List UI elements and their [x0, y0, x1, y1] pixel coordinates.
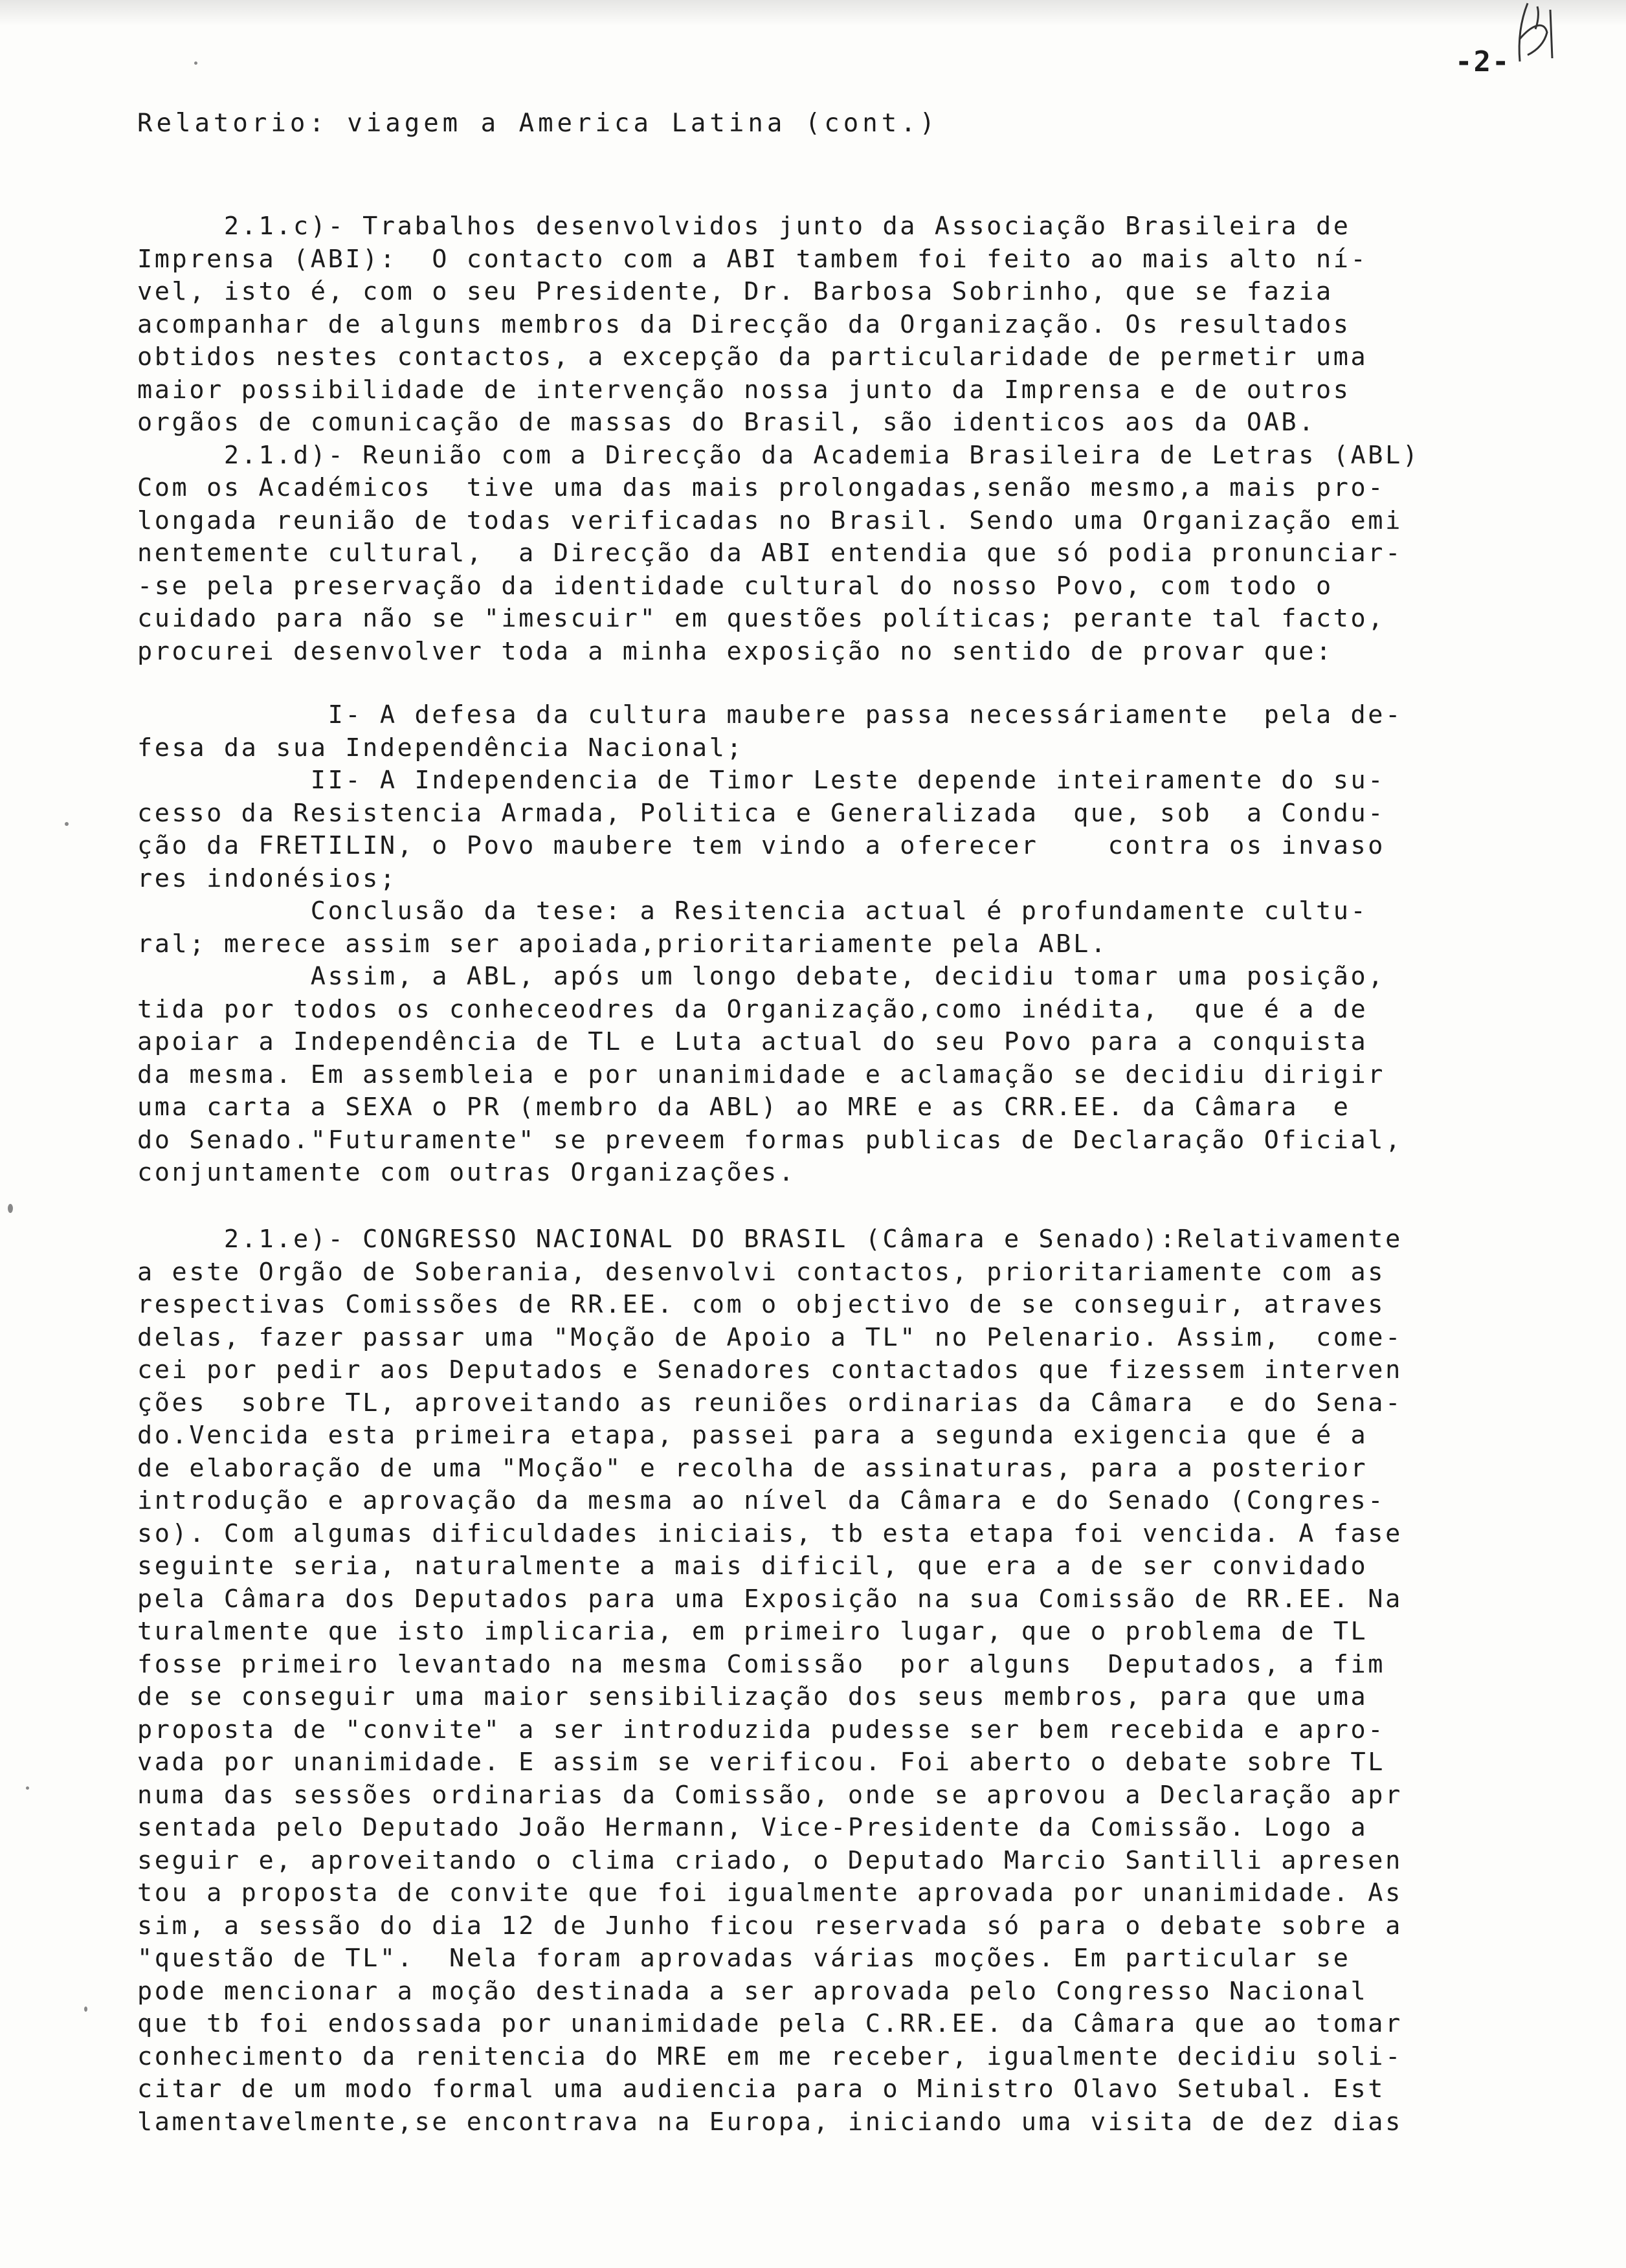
text-line: de elaboração de uma "Moção" e recolha de assinaturas, para a posterior [137, 1453, 1368, 1483]
scan-speck [8, 1204, 13, 1213]
text-line: seguinte seria, naturalmente a mais dificil, que era a de ser convidado [137, 1551, 1368, 1581]
text-line: cuidado para não se "imescuir" em questões políticas; perante tal facto, [137, 604, 1386, 633]
text-line: proposta de "convite" a ser introduzida pudesse ser bem recebida e apro- [137, 1715, 1386, 1744]
text-line: citar de um modo formal uma audiencia para o Ministro Olavo Setubal. Est [137, 2074, 1386, 2104]
text-line: turalmente que isto implicaria, em primeiro lugar, que o problema de TL [137, 1617, 1368, 1646]
text-line: pode mencionar a moção destinada a ser aprovada pelo Congresso Nacional [137, 1976, 1368, 2006]
text-line: 2.1.e)- CONGRESSO NACIONAL DO BRASIL (Câmara e Senado):Relativamente [137, 1225, 1403, 1254]
text-line: sim, a sessão do dia 12 de Junho ficou reservada só para o debate sobre a [137, 1911, 1403, 1940]
scan-speck [26, 1786, 29, 1790]
text-line: I- A defesa da cultura maubere passa necessáriamente pela de- [137, 700, 1403, 729]
text-line: uma carta a SEXA o PR (membro da ABL) ao MRE e as CRR.EE. da Câmara e [137, 1093, 1351, 1122]
text-line: Imprensa (ABI): O contacto com a ABI tambem foi feito ao mais alto ní- [137, 244, 1368, 274]
text-line: longada reunião de todas verificadas no Brasil. Sendo uma Organização emi [137, 506, 1403, 535]
text-line: numa das sessões ordinarias da Comissão, onde se aprovou a Declaração apr [137, 1780, 1403, 1810]
text-line: delas, fazer passar uma "Moção de Apoio a TL" no Pelenario. Assim, come- [137, 1322, 1403, 1352]
page-number: -2- [1455, 45, 1511, 78]
text-line: so). Com algumas dificuldades iniciais, tb esta etapa foi vencida. A fase [137, 1518, 1403, 1548]
section-abi-abl [137, 210, 1420, 668]
text-line: 2.1.c)- Trabalhos desenvolvidos junto da Associação Brasileira de [137, 212, 1351, 241]
text-line: fesa da sua Independência Nacional; [137, 733, 744, 762]
text-line: vel, isto é, com o seu Presidente, Dr. Barbosa Sobrinho, que se fazia [137, 277, 1333, 306]
text-line: nentemente cultural, a Direcção da ABI entendia que só podia pronunciar- [137, 539, 1403, 568]
text-line: seguir e, aproveitando o clima criado, o Deputado Marcio Santilli apresen [137, 1845, 1403, 1875]
text-line: fosse primeiro levantado na mesma Comissão por alguns Deputados, a fim [137, 1649, 1386, 1679]
scan-speck [84, 2007, 87, 2012]
scan-edge-noise [0, 0, 1626, 26]
text-line: da mesma. Em assembleia e por unanimidade e aclamação se decidiu dirigir [137, 1060, 1386, 1089]
text-line: 2.1.d)- Reunião com a Direcção da Academia Brasileira de Letras (ABL) [137, 440, 1420, 470]
scan-speck [194, 61, 197, 65]
text-line: orgãos de comunicação de massas do Brasil, são identicos aos da OAB. [137, 408, 1316, 437]
text-line: cesso da Resistencia Armada, Politica e Generalizada que, sob a Condu- [137, 798, 1386, 828]
text-line: -se pela preservação da identidade cultural do nosso Povo, com todo o [137, 571, 1333, 601]
text-line: ções sobre TL, aproveitando as reuniões ordinarias da Câmara e do Sena- [137, 1388, 1403, 1418]
text-line: sentada pelo Deputado João Hermann, Vice-Presidente da Comissão. Logo a [137, 1813, 1368, 1842]
text-line: Com os Académicos tive uma das mais prolongadas,senão mesmo,a mais pro- [137, 473, 1386, 502]
text-line: que tb foi endossada por unanimidade pela C.RR.EE. da Câmara que ao tomar [137, 2009, 1403, 2038]
text-line: res indonésios; [137, 863, 397, 893]
text-line: tou a proposta de convite que foi igualmente aprovada por unanimidade. As [137, 1878, 1403, 1907]
text-line: do Senado."Futuramente" se preveem formas publicas de Declaração Oficial, [137, 1125, 1403, 1155]
text-line: apoiar a Independência de TL e Luta actual do seu Povo para a conquista [137, 1027, 1368, 1056]
text-line: conhecimento da renitencia do MRE em me receber, igualmente decidiu soli- [137, 2041, 1403, 2071]
text-line: acompanhar de alguns membros da Direcção da Organização. Os resultados [137, 309, 1351, 339]
text-line: lamentavelmente,se encontrava na Europa, iniciando uma visita de dez dias [137, 2107, 1403, 2137]
scan-speck [65, 822, 69, 826]
text-line: procurei desenvolver toda a minha exposição no sentido de provar que: [137, 636, 1333, 666]
text-line: obtidos nestes contactos, a excepção da particularidade de permetir uma [137, 342, 1368, 372]
text-line: do.Vencida esta primeira etapa, passei para a segunda exigencia que é a [137, 1421, 1368, 1450]
text-line: ral; merece assim ser apoiada,prioritariamente pela ABL. [137, 929, 1108, 959]
section-thesis-points [137, 699, 1403, 1190]
text-line: de se conseguir uma maior sensibilização dos seus membros, para que uma [137, 1682, 1368, 1711]
text-line: ção da FRETILIN, o Povo maubere tem vindo a oferecer contra os invaso [137, 831, 1386, 860]
text-line: a este Orgão de Soberania, desenvolvi contactos, prioritariamente com as [137, 1257, 1386, 1287]
document-header: Relatorio: viagem a America Latina (cont.) [137, 109, 939, 138]
text-line: respectivas Comissões de RR.EE. com o objectivo de se conseguir, atraves [137, 1290, 1386, 1319]
text-line: "questão de TL". Nela foram aprovadas várias moções. Em particular se [137, 1944, 1351, 1973]
text-line: introdução e aprovação da mesma ao nível da Câmara e do Senado (Congres- [137, 1486, 1386, 1515]
text-line: tida por todos os conheceodres da Organização,como inédita, que é a de [137, 994, 1368, 1024]
text-line: cei por pedir aos Deputados e Senadores contactados que fizessem interven [137, 1355, 1403, 1384]
text-line: maior possibilidade de intervenção nossa junto da Imprensa e de outros [137, 375, 1351, 405]
text-line: conjuntamente com outras Organizações. [137, 1158, 796, 1187]
text-line: pela Câmara dos Deputados para uma Exposição na sua Comissão de RR.EE. Na [137, 1584, 1403, 1614]
text-line: II- A Independencia de Timor Leste depende inteiramente do su- [137, 766, 1386, 795]
text-line: Conclusão da tese: a Resitencia actual é profundamente cultu- [137, 896, 1368, 926]
text-line: Assim, a ABL, após um longo debate, decidiu tomar uma posição, [137, 962, 1386, 991]
text-line: vada por unanimidade. E assim se verificou. Foi aberto o debate sobre TL [137, 1748, 1386, 1777]
section-congresso [137, 1223, 1403, 2139]
